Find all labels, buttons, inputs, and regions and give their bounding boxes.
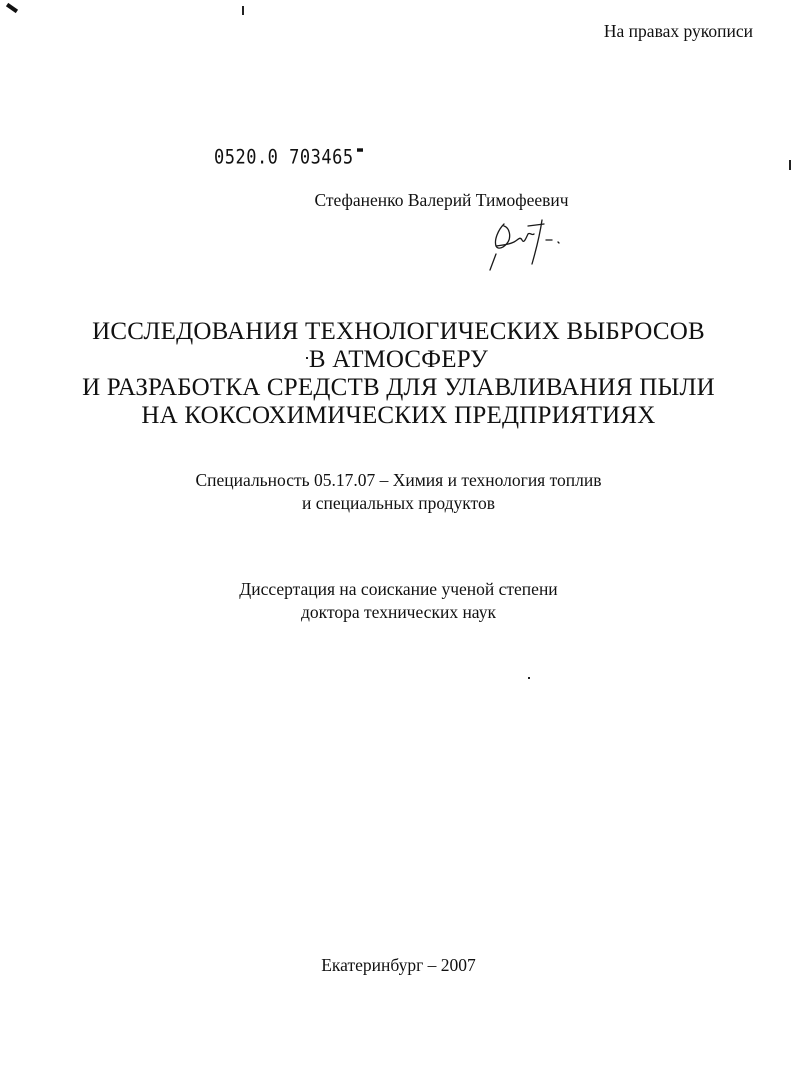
scan-mark-top-left xyxy=(6,3,18,13)
title-line: НА КОКСОХИМИЧЕСКИХ ПРЕДПРИЯТИЯХ xyxy=(141,402,656,429)
title-line: ИССЛЕДОВАНИЯ ТЕХНОЛОГИЧЕСКИХ ВЫБРОСОВ xyxy=(92,318,705,345)
city-year: Екатеринбург – 2007 xyxy=(321,955,476,975)
title-line: И РАЗРАБОТКА СРЕДСТВ ДЛЯ УЛАВЛИВАНИЯ ПЫЛИ xyxy=(82,374,715,401)
specialty-line: Специальность 05.17.07 – Химия и технология топлив xyxy=(195,470,602,490)
registration-code-text: 0520.0 703465 xyxy=(214,146,354,169)
author-name: Стефаненко Валерий Тимофеевич xyxy=(314,190,569,210)
specialty xyxy=(0,469,797,515)
degree-line: Диссертация на соискание ученой степени xyxy=(239,579,558,599)
degree-statement xyxy=(0,578,797,624)
dissertation-title xyxy=(0,318,797,430)
code-dash-mark xyxy=(357,148,363,151)
scan-speck xyxy=(242,6,244,15)
title-line: В АТМОСФЕРУ xyxy=(308,346,489,373)
degree-line: доктора технических наук xyxy=(301,602,496,622)
scan-speck xyxy=(789,160,791,170)
registration-code xyxy=(214,146,363,169)
signature xyxy=(484,212,574,274)
specialty-line: и специальных продуктов xyxy=(302,493,495,513)
rights-notice: На правах рукописи xyxy=(603,21,753,41)
scan-speck xyxy=(528,677,530,679)
